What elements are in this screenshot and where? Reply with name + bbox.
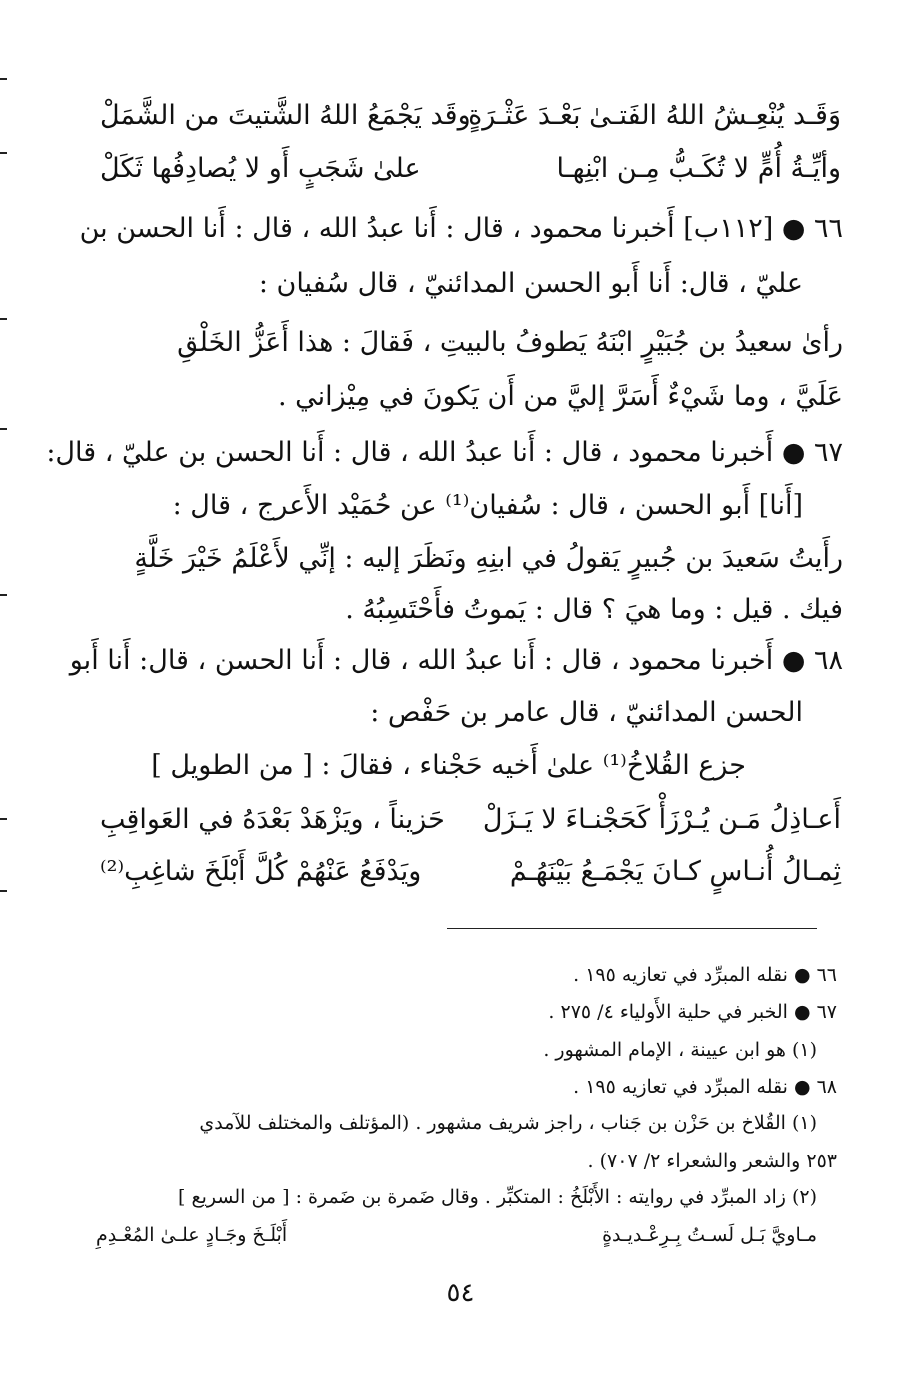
- entry-66-text-line-2: عَلَيَّ ، وما شَيْءٌ أَسَرَّ إليَّ من أَن يَكونَ في مِيْزاني .: [277, 381, 843, 412]
- footnote-67-note-1: (١) هو ابن عيينة ، الإمام المشهور .: [543, 1039, 817, 1061]
- footnote-68-note-1-line-2: ٢٥٣ والشعر والشعراء ٢/ ٧٠٧) .: [587, 1150, 837, 1172]
- footnote-verse-second-hemistich: أَبْلَـخَ وجَـادٍ علـىٰ المُعْـدِمِ: [96, 1224, 288, 1246]
- entry-68-isnad-line-1: ٦٨ ● أَخبرنا محمود ، قال : أَنا عبدُ الله ، قال : أَنا الحسن ، قال: أَنا أَبو: [69, 645, 843, 676]
- entry-68-isnad-line-2: الحسن المدائنيّ ، قال عامر بن حَفْص :: [370, 697, 803, 728]
- verse-4-second-hemistich: ويَدْفَعُ عَنْهُمْ كُلَّ أَبْلَخَ شاغِبِ⁽²⁾: [100, 856, 422, 887]
- entry-66-text-line-1: رأىٰ سعيدُ بن جُبَيْرٍ ابْنَهُ يَطوفُ بالبيتِ ، فَقالَ : هذا أَعَزُّ الخَلْقِ: [177, 327, 843, 358]
- edge-mark: [0, 428, 7, 430]
- page-number: ٥٤: [446, 1278, 475, 1308]
- verse-2-first-hemistich: وأيِّـةُ أُمٍّ لا تُكَـبُّ مِـن ابْنِهـا: [556, 153, 841, 184]
- entry-68-intro-line: جزع القُلاخُ⁽¹⁾ علىٰ أَخيه حَجْناء ، فقالَ : [ من الطويل ]: [151, 750, 746, 781]
- edge-mark: [0, 318, 7, 320]
- entry-66-isnad-line-1: ٦٦ ● [١١٢ب] أَخبرنا محمود ، قال : أَنا عبدُ الله ، قال : أَنا الحسن بن: [79, 213, 843, 244]
- verse-2-second-hemistich: علىٰ شَجَبٍ أَو لا يُصادِفُها ثَكَلْ: [100, 153, 421, 184]
- footnote-verse-first-hemistich: مـاويَّ بَـل لَسـتُ بِـرِعْـديـدةٍ: [602, 1224, 817, 1246]
- footnote-68-note-2-line-1: (٢) زاد المبرِّد في روايته : الأَبْلَخُ : المتكبِّر . وقال ضَمرة بن ضَمرة : [ من السريع ]: [178, 1186, 817, 1208]
- edge-mark: [0, 152, 7, 154]
- footnote-68-note-1-line-1: (١) القُلاخ بن حَزْن بن جَناب ، راجز شريف مشهور . (المؤتلف والمختلف للآمدي: [199, 1112, 817, 1134]
- entry-67-text-line-1: رأَيتُ سَعيدَ بن جُبيرٍ يَقولُ في ابنِهِ ونَظَرَ إليه : إنِّي لأَعْلَمُ خَيْرَ خَلَّةٍ: [134, 543, 843, 574]
- footnote-68: ٦٨ ● نقله المبرِّد في تعازيه ١٩٥ .: [573, 1076, 837, 1098]
- edge-mark: [0, 594, 7, 596]
- entry-66-isnad-line-2: عليّ ، قال: أَنا أَبو الحسن المدائنيّ ، قال سُفيان :: [258, 268, 803, 299]
- verse-4-first-hemistich: ثِمـالُ أُنـاسٍ كـانَ يَجْمَـعُ بَيْنَهُـمْ: [509, 856, 841, 887]
- edge-mark: [0, 818, 7, 820]
- footnote-divider: [447, 928, 817, 929]
- entry-67-isnad-line-2: [أَنا] أَبو الحسن ، قال : سُفيان⁽¹⁾ عن حُمَيْد الأَعرج ، قال :: [172, 490, 803, 521]
- entry-67-text-line-2: فيك . قيل : وما هيَ ؟ قال : يَموتُ فأَحْتَسِبُهُ .: [345, 594, 843, 625]
- footnote-67: ٦٧ ● الخبر في حلية الأَولياء ٤/ ٢٧٥ .: [548, 1001, 837, 1023]
- verse-3-first-hemistich: أَعـاذِلُ مَـن يُـرْزَأْ كَحَجْنـاءَ لا يَـزَلْ: [482, 804, 841, 835]
- verse-1-second-hemistich: وقَد يَجْمَعُ اللهُ الشَّتيتَ من الشَّمَلْ: [100, 100, 471, 131]
- footnote-66: ٦٦ ● نقله المبرِّد في تعازيه ١٩٥ .: [573, 964, 837, 986]
- edge-mark: [0, 78, 7, 80]
- edge-mark: [0, 890, 7, 892]
- verse-1-first-hemistich: وَقَـد يُنْعِـشُ اللهُ الفَتـىٰ بَعْـدَ عَثْـرَةٍ: [468, 100, 841, 131]
- verse-3-second-hemistich: حَزيناً ، ويَزْهَدْ بَعْدَهُ في العَواقِبِ: [100, 804, 445, 835]
- entry-67-isnad-line-1: ٦٧ ● أَخبرنا محمود ، قال : أَنا عبدُ الله ، قال : أَنا الحسن بن عليّ ، قال:: [46, 437, 843, 468]
